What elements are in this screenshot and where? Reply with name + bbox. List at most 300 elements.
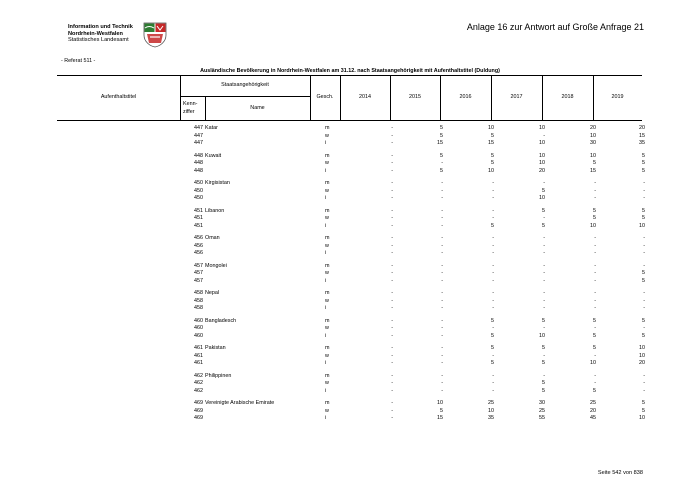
gesch-cell: i: [325, 360, 327, 366]
value-cell-2014: -: [391, 407, 393, 414]
value-cell-2016: 5: [491, 160, 494, 166]
value-cell-2014: -: [391, 187, 393, 194]
kennziffer-cell: 457: [194, 270, 203, 276]
kennziffer-cell: 469: [194, 415, 203, 421]
value-cell-2017: -: [543, 132, 545, 139]
value-cell-2018: -: [594, 235, 596, 241]
kennziffer-cell: 447: [194, 140, 203, 146]
col-staatsangehoerigkeit: Staatsangehörigkeit: [221, 82, 269, 88]
kennziffer-cell: 461: [194, 345, 203, 351]
value-cell-2019: -: [643, 325, 645, 331]
value-cell-2015: -: [441, 262, 443, 269]
value-cell-2014: -: [391, 195, 393, 201]
kennziffer-cell: 450: [194, 187, 203, 194]
value-cell-2019: -: [643, 180, 645, 186]
value-cell-2015: -: [441, 270, 443, 276]
value-cell-2015: -: [441, 207, 443, 214]
kennziffer-cell: 450: [194, 180, 203, 186]
table-row: [0, 277, 700, 285]
gesch-cell: i: [325, 222, 327, 229]
value-cell-2017: -: [543, 250, 545, 256]
value-cell-2019: 5: [642, 332, 645, 339]
table-row: [0, 414, 700, 422]
gesch-cell: i: [325, 277, 327, 284]
value-cell-2018: 5: [593, 160, 596, 166]
gesch-cell: w: [325, 325, 329, 331]
table-title: Ausländische Bevölkerung in Nordrhein-Westfalen am 31.12. nach Staatsangehörigkeit mit Aufenthaltstitel (Duldung): [200, 68, 500, 74]
gesch-cell: m: [325, 235, 330, 241]
value-cell-2014: -: [391, 250, 393, 256]
value-cell-2018: -: [594, 242, 596, 249]
value-cell-2017: -: [543, 235, 545, 241]
country-name-cell: Mongolei: [205, 262, 227, 269]
gesch-cell: m: [325, 207, 330, 214]
value-cell-2015: -: [441, 222, 443, 229]
value-cell-2016: 10: [488, 125, 494, 131]
value-cell-2017: 10: [539, 195, 545, 201]
value-cell-2019: 35: [639, 140, 645, 146]
value-cell-2015: -: [441, 297, 443, 304]
value-cell-2016: -: [492, 270, 494, 276]
kennziffer-cell: 450: [194, 195, 203, 201]
value-cell-2018: -: [594, 270, 596, 276]
value-cell-2016: 5: [491, 132, 494, 139]
value-cell-2015: -: [441, 195, 443, 201]
value-cell-2016: 5: [491, 360, 494, 366]
value-cell-2017: -: [543, 180, 545, 186]
value-cell-2018: 5: [593, 345, 596, 351]
value-cell-2019: -: [643, 297, 645, 304]
value-cell-2014: -: [391, 160, 393, 166]
kennziffer-cell: 456: [194, 242, 203, 249]
value-cell-2016: -: [492, 325, 494, 331]
gesch-cell: m: [325, 372, 330, 379]
kennziffer-cell: 460: [194, 325, 203, 331]
value-cell-2017: 5: [542, 387, 545, 394]
value-cell-2017: -: [543, 215, 545, 221]
value-cell-2015: -: [441, 317, 443, 324]
gesch-cell: w: [325, 380, 329, 386]
value-cell-2016: 5: [491, 222, 494, 229]
value-cell-2017: 5: [542, 222, 545, 229]
value-cell-2018: -: [594, 187, 596, 194]
value-cell-2015: 5: [440, 132, 443, 139]
value-cell-2017: -: [543, 277, 545, 284]
value-cell-2015: -: [441, 345, 443, 351]
value-cell-2016: -: [492, 262, 494, 269]
kennziffer-cell: 448: [194, 152, 203, 159]
col-aufenthaltstitel: Aufenthaltstitel: [100, 94, 137, 100]
value-cell-2014: -: [391, 372, 393, 379]
value-cell-2017: -: [543, 325, 545, 331]
value-cell-2018: 10: [590, 132, 596, 139]
value-cell-2015: 5: [440, 125, 443, 131]
value-cell-2016: -: [492, 180, 494, 186]
value-cell-2019: 5: [642, 167, 645, 174]
value-cell-2019: -: [643, 387, 645, 394]
value-cell-2016: 5: [491, 345, 494, 351]
value-cell-2015: -: [441, 180, 443, 186]
value-cell-2014: -: [391, 415, 393, 421]
value-cell-2019: 5: [642, 207, 645, 214]
value-cell-2019: 5: [642, 277, 645, 284]
value-cell-2014: -: [391, 262, 393, 269]
table-row: [0, 249, 700, 257]
value-cell-2018: 15: [590, 167, 596, 174]
value-cell-2019: 5: [642, 152, 645, 159]
kennziffer-cell: 461: [194, 360, 203, 366]
kennziffer-cell: 462: [194, 387, 203, 394]
value-cell-2016: -: [492, 387, 494, 394]
value-cell-2014: -: [391, 167, 393, 174]
value-cell-2018: -: [594, 290, 596, 296]
anlage-title: Anlage 16 zur Antwort auf Große Anfrage 21: [466, 22, 644, 32]
kennziffer-cell: 460: [194, 317, 203, 324]
table-row: [0, 332, 700, 340]
value-cell-2016: 35: [488, 415, 494, 421]
value-cell-2014: -: [391, 180, 393, 186]
kennziffer-cell: 462: [194, 380, 203, 386]
value-cell-2015: 5: [440, 152, 443, 159]
kennziffer-cell: 458: [194, 305, 203, 311]
gesch-cell: m: [325, 152, 330, 159]
country-name-cell: Libanon: [205, 207, 225, 214]
value-cell-2018: 45: [590, 415, 596, 421]
value-cell-2014: -: [391, 380, 393, 386]
gesch-cell: w: [325, 242, 329, 249]
kennziffer-cell: 458: [194, 297, 203, 304]
value-cell-2018: 10: [590, 152, 596, 159]
gesch-cell: w: [325, 160, 329, 166]
value-cell-2018: 5: [593, 317, 596, 324]
value-cell-2015: 5: [440, 167, 443, 174]
value-cell-2019: 5: [642, 215, 645, 221]
value-cell-2015: -: [441, 305, 443, 311]
org-line-1: Information und Technik: [68, 24, 133, 30]
value-cell-2016: -: [492, 242, 494, 249]
value-cell-2017: 10: [539, 140, 545, 146]
col-year-2017: 2017: [510, 94, 523, 100]
value-cell-2017: 5: [542, 317, 545, 324]
gesch-cell: w: [325, 215, 329, 221]
value-cell-2017: 5: [542, 187, 545, 194]
org-line-3: Statistisches Landesamt: [68, 37, 129, 44]
value-cell-2018: -: [594, 372, 596, 379]
value-cell-2019: 5: [642, 400, 645, 406]
value-cell-2017: -: [543, 352, 545, 359]
value-cell-2019: 15: [639, 132, 645, 139]
kennziffer-cell: 460: [194, 332, 203, 339]
value-cell-2018: -: [594, 180, 596, 186]
kennziffer-cell: 448: [194, 167, 203, 174]
gesch-cell: i: [325, 332, 327, 339]
value-cell-2019: -: [643, 372, 645, 379]
value-cell-2019: -: [643, 290, 645, 296]
value-cell-2017: -: [543, 290, 545, 296]
value-cell-2014: -: [391, 352, 393, 359]
value-cell-2016: 5: [491, 317, 494, 324]
value-cell-2017: 10: [539, 332, 545, 339]
gesch-cell: w: [325, 407, 329, 414]
value-cell-2017: -: [543, 262, 545, 269]
kennziffer-cell: 447: [194, 125, 203, 131]
gesch-cell: w: [325, 297, 329, 304]
kennziffer-cell: 457: [194, 277, 203, 284]
value-cell-2018: -: [594, 352, 596, 359]
value-cell-2017: 5: [542, 360, 545, 366]
country-name-cell: Philippinen: [205, 372, 232, 379]
gesch-cell: m: [325, 290, 330, 296]
kennziffer-cell: 447: [194, 132, 203, 139]
gesch-cell: i: [325, 140, 327, 146]
value-cell-2019: 20: [639, 125, 645, 131]
value-cell-2014: -: [391, 215, 393, 221]
value-cell-2019: -: [643, 250, 645, 256]
value-cell-2015: -: [441, 235, 443, 241]
table-row: [0, 194, 700, 202]
kennziffer-cell: 469: [194, 400, 203, 406]
value-cell-2019: -: [643, 235, 645, 241]
value-cell-2015: -: [441, 352, 443, 359]
value-cell-2019: -: [643, 195, 645, 201]
value-cell-2017: 10: [539, 160, 545, 166]
value-cell-2016: -: [492, 290, 494, 296]
value-cell-2014: -: [391, 317, 393, 324]
value-cell-2016: -: [492, 195, 494, 201]
value-cell-2019: 5: [642, 317, 645, 324]
kennziffer-cell: 456: [194, 235, 203, 241]
col-year-2018: 2018: [561, 94, 574, 100]
value-cell-2014: -: [391, 125, 393, 131]
kennziffer-cell: 451: [194, 222, 203, 229]
gesch-cell: m: [325, 125, 330, 131]
table-row: [0, 359, 700, 367]
value-cell-2017: 5: [542, 345, 545, 351]
col-year-2015: 2015: [409, 94, 421, 100]
value-cell-2016: 10: [488, 407, 494, 414]
value-cell-2018: 25: [590, 400, 596, 406]
value-cell-2018: 5: [593, 207, 596, 214]
referat-label: - Referat 511 -: [61, 58, 96, 64]
value-cell-2019: 20: [639, 360, 645, 366]
value-cell-2019: 10: [639, 415, 645, 421]
page-number: Seite 542 von 838: [597, 470, 643, 476]
country-name-cell: Oman: [205, 235, 220, 241]
value-cell-2017: -: [543, 305, 545, 311]
value-cell-2019: 10: [639, 345, 645, 351]
value-cell-2019: -: [643, 242, 645, 249]
kennziffer-cell: 451: [194, 207, 203, 214]
table-row: [0, 139, 700, 147]
gesch-cell: m: [325, 345, 330, 351]
kennziffer-cell: 462: [194, 372, 203, 379]
kennziffer-cell: 451: [194, 215, 203, 221]
value-cell-2018: -: [594, 262, 596, 269]
value-cell-2018: 20: [590, 125, 596, 131]
gesch-cell: m: [325, 180, 330, 186]
value-cell-2015: 15: [437, 140, 443, 146]
value-cell-2015: 5: [440, 407, 443, 414]
value-cell-2017: -: [543, 242, 545, 249]
gesch-cell: i: [325, 167, 327, 174]
value-cell-2018: -: [594, 250, 596, 256]
gesch-cell: i: [325, 387, 327, 394]
country-name-cell: Pakistan: [205, 345, 226, 351]
value-cell-2015: -: [441, 242, 443, 249]
value-cell-2015: -: [441, 160, 443, 166]
value-cell-2014: -: [391, 297, 393, 304]
value-cell-2019: 10: [639, 222, 645, 229]
value-cell-2014: -: [391, 152, 393, 159]
value-cell-2018: -: [594, 325, 596, 331]
gesch-cell: i: [325, 305, 327, 311]
country-name-cell: Vereinigte Arabische Emirate: [205, 400, 275, 406]
value-cell-2017: 10: [539, 152, 545, 159]
value-cell-2014: -: [391, 400, 393, 406]
value-cell-2017: -: [543, 372, 545, 379]
value-cell-2018: -: [594, 297, 596, 304]
kennziffer-cell: 457: [194, 262, 203, 269]
value-cell-2016: -: [492, 235, 494, 241]
col-kennziffer: Kenn- ziffer: [183, 101, 198, 115]
value-cell-2015: -: [441, 277, 443, 284]
country-name-cell: Nepal: [205, 290, 220, 296]
value-cell-2014: -: [391, 270, 393, 276]
value-cell-2018: -: [594, 195, 596, 201]
value-cell-2019: -: [643, 305, 645, 311]
value-cell-2015: -: [441, 332, 443, 339]
kennziffer-cell: 458: [194, 290, 203, 296]
value-cell-2016: -: [492, 277, 494, 284]
kennziffer-cell: 461: [194, 352, 203, 359]
value-cell-2016: -: [492, 352, 494, 359]
value-cell-2016: -: [492, 305, 494, 311]
value-cell-2018: 5: [593, 387, 596, 394]
gesch-cell: m: [325, 400, 330, 406]
value-cell-2016: -: [492, 250, 494, 256]
value-cell-2017: -: [543, 270, 545, 276]
gesch-cell: m: [325, 262, 330, 269]
value-cell-2019: 5: [642, 407, 645, 414]
gesch-cell: w: [325, 270, 329, 276]
table-row: [0, 304, 700, 312]
value-cell-2017: -: [543, 297, 545, 304]
value-cell-2018: 5: [593, 332, 596, 339]
table-row: [0, 387, 700, 395]
value-cell-2017: 5: [542, 380, 545, 386]
gesch-cell: w: [325, 187, 329, 194]
table-row: [0, 222, 700, 230]
value-cell-2016: 5: [491, 152, 494, 159]
value-cell-2018: 20: [590, 407, 596, 414]
value-cell-2017: 30: [539, 400, 545, 406]
col-name: Name: [250, 105, 265, 111]
value-cell-2018: -: [594, 277, 596, 284]
value-cell-2014: -: [391, 277, 393, 284]
value-cell-2015: -: [441, 290, 443, 296]
value-cell-2019: 5: [642, 160, 645, 166]
value-cell-2016: -: [492, 380, 494, 386]
value-cell-2014: -: [391, 332, 393, 339]
country-name-cell: Kirgisistan: [205, 180, 230, 186]
value-cell-2018: 10: [590, 360, 596, 366]
value-cell-2015: -: [441, 215, 443, 221]
kennziffer-cell: 456: [194, 250, 203, 256]
value-cell-2014: -: [391, 305, 393, 311]
col-year-2019: 2019: [611, 94, 624, 100]
value-cell-2019: 5: [642, 270, 645, 276]
value-cell-2016: 25: [488, 400, 494, 406]
value-cell-2014: -: [391, 207, 393, 214]
country-name-cell: Kuwait: [205, 152, 222, 159]
gesch-cell: m: [325, 317, 330, 324]
value-cell-2018: 10: [590, 222, 596, 229]
value-cell-2014: -: [391, 387, 393, 394]
gesch-cell: w: [325, 352, 329, 359]
value-cell-2016: 5: [491, 332, 494, 339]
value-cell-2014: -: [391, 345, 393, 351]
value-cell-2015: -: [441, 380, 443, 386]
value-cell-2016: -: [492, 187, 494, 194]
org-line-2: Nordrhein-Westfalen: [68, 30, 123, 37]
value-cell-2016: 10: [488, 167, 494, 174]
value-cell-2017: 10: [539, 125, 545, 131]
value-cell-2014: -: [391, 235, 393, 241]
value-cell-2017: 20: [539, 167, 545, 174]
gesch-cell: w: [325, 132, 329, 139]
value-cell-2018: -: [594, 305, 596, 311]
col-year-2014: 2014: [359, 94, 371, 100]
value-cell-2016: -: [492, 207, 494, 214]
col-year-2016: 2016: [459, 94, 472, 100]
value-cell-2019: -: [643, 262, 645, 269]
value-cell-2018: -: [594, 380, 596, 386]
value-cell-2014: -: [391, 132, 393, 139]
value-cell-2015: 15: [437, 415, 443, 421]
value-cell-2019: -: [643, 187, 645, 194]
value-cell-2018: 5: [593, 215, 596, 221]
col-gesch: Gesch.: [316, 94, 334, 100]
value-cell-2014: -: [391, 360, 393, 366]
value-cell-2014: -: [391, 242, 393, 249]
value-cell-2015: -: [441, 187, 443, 194]
value-cell-2016: -: [492, 215, 494, 221]
value-cell-2014: -: [391, 325, 393, 331]
country-name-cell: Bangladesch: [205, 317, 237, 324]
value-cell-2016: -: [492, 297, 494, 304]
value-cell-2017: 5: [542, 207, 545, 214]
kennziffer-cell: 448: [194, 160, 203, 166]
value-cell-2018: 30: [590, 140, 596, 146]
value-cell-2014: -: [391, 222, 393, 229]
value-cell-2019: 10: [639, 352, 645, 359]
value-cell-2017: 25: [539, 407, 545, 414]
value-cell-2015: -: [441, 250, 443, 256]
gesch-cell: i: [325, 415, 327, 421]
value-cell-2015: -: [441, 325, 443, 331]
kennziffer-cell: 469: [194, 407, 203, 414]
gesch-cell: i: [325, 195, 327, 201]
value-cell-2016: 15: [488, 140, 494, 146]
value-cell-2015: -: [441, 372, 443, 379]
table-row: [0, 167, 700, 175]
value-cell-2016: -: [492, 372, 494, 379]
value-cell-2019: -: [643, 380, 645, 386]
value-cell-2015: -: [441, 360, 443, 366]
value-cell-2014: -: [391, 290, 393, 296]
gesch-cell: i: [325, 250, 327, 256]
country-name-cell: Katar: [205, 125, 218, 131]
